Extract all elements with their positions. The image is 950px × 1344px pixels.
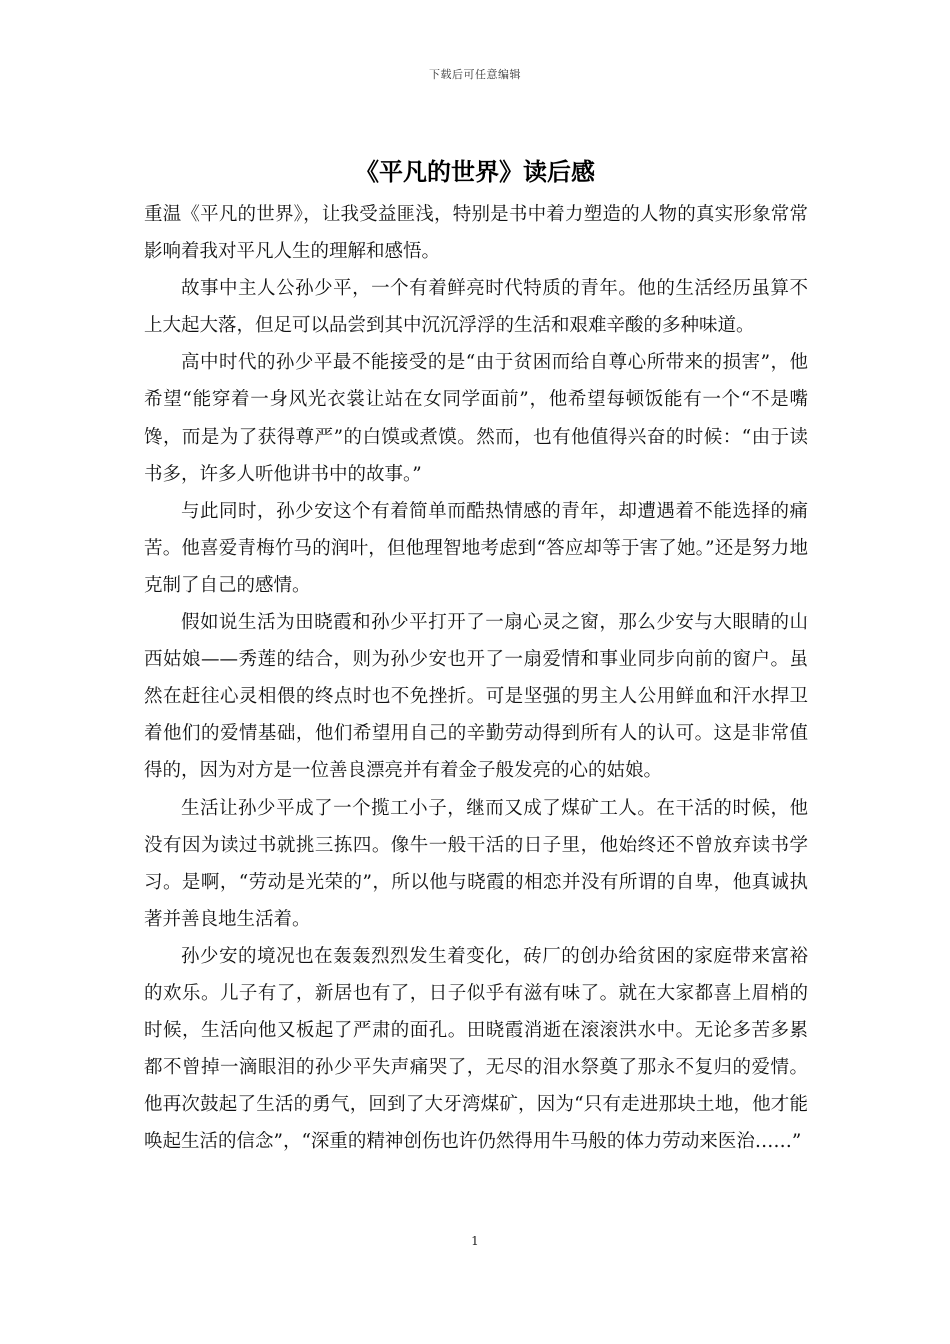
document-title: 《平凡的世界》读后感 [355,157,595,186]
paragraph-3: 高中时代的孙少平最不能接受的是“由于贫困而给自尊心所带来的损害”，他希望“能穿着一身风光衣裳让站在女同学面前”，他希望每顿饭能有一个“不是嘴馋，而是为了获得尊严”的白馍或煮馍。然而，也有他值得兴奋的时候：“由于读书多，许多人听他讲书中的故事。” [144,352,808,485]
page-header: 下载后可任意编辑 [429,68,521,81]
paragraph-2: 故事中主人公孙少平，一个有着鲜亮时代特质的青年。他的生活经历虽算不上大起大落，但足可以品尝到其中沉沉浮浮的生活和艰难辛酸的多种味道。 [144,278,808,337]
paragraph-5: 假如说生活为田晓霞和孙少平打开了一扇心灵之窗，那么少安与大眼睛的山西姑娘——秀莲的结合，则为孙少安也开了一扇爱情和事业同步向前的窗户。虽然在赶往心灵相偎的终点时也不免挫折。可是坚强的男主人公用鲜血和汗水捍卫着他们的爱情基础，他们希望用自己的辛勤劳动得到所有人的认可。这是非常值得的，因为对方是一位善良漂亮并有着金子般发亮的心的姑娘。 [144,612,808,782]
paragraph-7: 孙少安的境况也在轰轰烈烈发生着变化，砖厂的创办给贫困的家庭带来富裕的欢乐。儿子有了，新居也有了，日子似乎有滋有味了。就在大家都喜上眉梢的时候，生活向他又板起了严肃的面孔。田晓霞消逝在滚滚洪水中。无论多苦多累都不曾掉一滴眼泪的孙少平失声痛哭了，无尽的泪水祭奠了那永不复归的爱情。他再次鼓起了生活的勇气，回到了大牙湾煤矿，因为“只有走进那块土地，他才能唤起生活的信念”，“深重的精神创伤也许仍然得用牛马般的体力劳动来医治……” [144,945,808,1153]
page-number: 1 [471,1234,479,1248]
paragraph-1: 重温《平凡的世界》，让我受益匪浅，特别是书中着力塑造的人物的真实形象常常影响着我对平凡人生的理解和感悟。 [144,204,808,263]
paragraph-4: 与此同时，孙少安这个有着简单而酷热情感的青年，却遭遇着不能选择的痛苦。他喜爱青梅竹马的润叶，但他理智地考虑到“答应却等于害了她。”还是努力地克制了自己的感情。 [144,500,808,596]
document-body [144,196,808,1160]
paragraph-6: 生活让孙少平成了一个揽工小子，继而又成了煤矿工人。在干活的时候，他没有因为读过书就挑三拣四。像牛一般干活的日子里，他始终还不曾放弃读书学习。是啊，“劳动是光荣的”，所以他与晓霞的相恋并没有所谓的自卑，他真诚执著并善良地生活着。 [144,797,808,930]
